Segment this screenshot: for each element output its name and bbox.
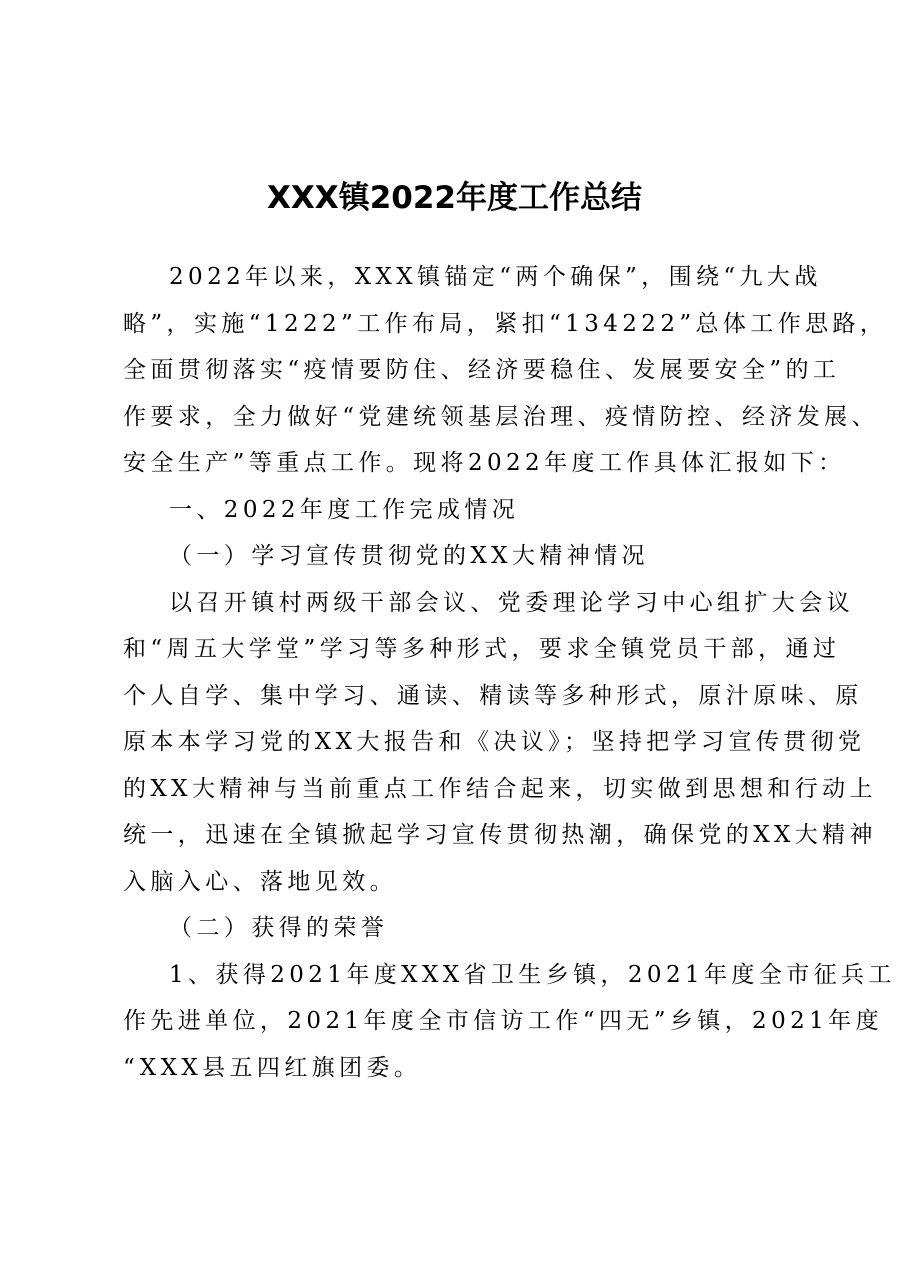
- study-line: 原本本学习党的XX大报告和《决议》；坚持把学习宣传贯彻党: [123, 729, 866, 755]
- subsection-heading: （一）学习宣传贯彻党的XX大精神情况: [169, 543, 649, 569]
- intro-line: 作要求，全力做好“党建统领基层治理、疫情防控、经济发展、: [123, 403, 879, 430]
- study-line: 以召开镇村两级干部会议、党委理论学习中心组扩大会议: [169, 589, 854, 616]
- intro-line: 安全生产”等重点工作。现将2022年度工作具体汇报如下：: [123, 450, 846, 476]
- subsection-heading: （二）获得的荣誉: [169, 915, 389, 941]
- honor-line: 1、获得2021年度XXX省卫生乡镇，2021年度全市征兵工: [169, 961, 896, 988]
- study-line: 的XX大精神与当前重点工作结合起来，切实做到思想和行动上: [123, 775, 877, 802]
- study-line: 统一，迅速在全镇掀起学习宣传贯彻热潮，确保党的XX大精神: [123, 822, 877, 848]
- intro-paragraph: [123, 254, 888, 487]
- study-paragraph: [123, 580, 877, 906]
- section-heading: 一、2022年度工作完成情况: [169, 496, 520, 523]
- study-line: 个人自学、集中学习、通读、精读等多种形式，原汁原味、原: [123, 682, 863, 709]
- intro-line: 全面贯彻落实“疫情要防住、经济要稳住、发展要安全”的工: [123, 357, 841, 383]
- honor-paragraph: [123, 952, 896, 1092]
- honor-line: 作先进单位，2021年度全市信访工作“四无”乡镇，2021年度: [123, 1008, 883, 1034]
- study-line: 入脑入心、落地见效。: [123, 868, 397, 895]
- document-title: XXX镇2022年度工作总结: [267, 180, 642, 216]
- honor-line: “XXX县五四红旗团委。: [123, 1054, 422, 1081]
- document-body: [123, 254, 896, 1091]
- intro-line: 略”，实施“1222”工作布局，紧扣“134222”总体工作思路，: [123, 310, 888, 337]
- study-line: 和“周五大学堂”学习等多种形式，要求全镇党员干部，通过: [123, 636, 841, 662]
- intro-line: 2022年以来，XXX镇锚定“两个确保”，围绕“九大战: [169, 264, 822, 290]
